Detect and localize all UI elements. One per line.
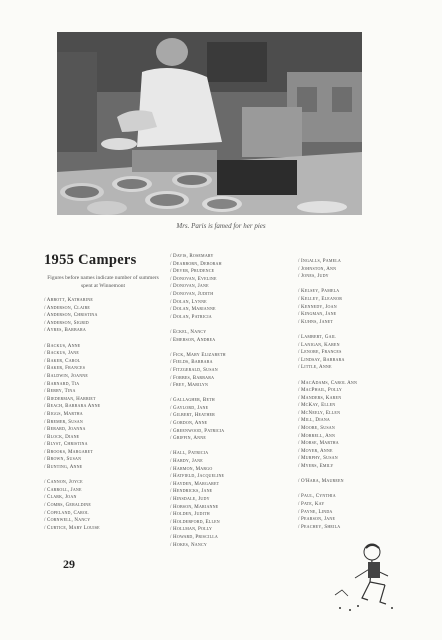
camper-name: / Anderson, Christina <box>44 313 98 319</box>
child-drawing <box>330 540 405 620</box>
camper-name: / Anderson, Sigrid <box>44 320 89 326</box>
camper-name: / Hinsdale, Judy <box>170 497 210 502</box>
page-title: 1955 Campers <box>44 252 137 268</box>
group-gap <box>170 390 226 398</box>
camper-column-1 <box>44 297 100 532</box>
camper-name: / Bremer, Susan <box>44 419 83 425</box>
camper-name: / Dolan, Marianne <box>170 307 216 313</box>
camper-name: / Fields, Barbara <box>170 360 213 366</box>
camper-name: / Murphy, Susan <box>298 456 338 462</box>
camper-name: / Jones, Judy <box>298 274 329 280</box>
camper-name: / Kennedy, Joan <box>298 304 337 310</box>
group-gap <box>298 486 357 494</box>
camper-name: / Johnston, Ann <box>298 266 337 272</box>
camper-name: / Myers, Emily <box>298 464 334 470</box>
camper-name: / Moore, Susan <box>298 426 335 432</box>
camper-name: / Blyst, Christina <box>44 442 88 448</box>
camper-name: / MacPhail, Polly <box>298 388 342 394</box>
camper-name: / Beach, Barbara Anne <box>44 404 101 410</box>
camper-name: / Forbes, Barbara <box>170 375 215 381</box>
camper-name: / Hokes, Nancy <box>170 542 207 548</box>
camper-name: / Backus, Jane <box>44 351 79 357</box>
camper-column-2 <box>170 253 226 549</box>
photo-caption: Mrs. Paris is famed for her pies <box>176 222 266 230</box>
camper-name: / Gordon, Anne <box>170 421 208 427</box>
camper-name: / Morrell, Ann <box>298 433 336 439</box>
camper-name: / Dolan, Patricia <box>170 314 212 320</box>
camper-name: / Kelsey, Pamela <box>298 289 340 295</box>
camper-name: / Biederman, Harriet <box>44 396 96 402</box>
camper-name: / Berry, Tina <box>44 389 76 395</box>
camper-name: / Hayden, Margaret <box>170 481 220 487</box>
camper-name: / Peachey, Sheila <box>298 524 341 530</box>
camper-name: / Brown, Susan <box>44 457 82 463</box>
camper-name: / Ayres, Barbara <box>44 328 86 334</box>
camper-name: / Baker, Frances <box>44 366 86 372</box>
camper-column-3 <box>298 258 357 531</box>
camper-name: / Hatfield, Jacqueline <box>170 474 225 480</box>
camper-name: / Hall, Patricia <box>170 451 209 457</box>
camper-name: / Holderford, Ellen <box>170 519 220 525</box>
camper-name: / Paul, Cynthia <box>298 494 336 500</box>
camper-name: / Hollman, Polly <box>170 527 213 533</box>
camper-name: / Gilbert, Heather <box>170 413 216 419</box>
camper-name: / McKay, Ellen <box>298 403 336 409</box>
camper-name: / Curtice, Mary Louise <box>44 525 100 531</box>
camper-name: / Lambert, Gail <box>298 334 336 340</box>
camper-name: / Davis, Rosemary <box>170 254 214 259</box>
group-gap <box>44 472 100 480</box>
camper-name: / Brooks, Margaret <box>44 449 93 455</box>
camper-name: / Frey, Marilyn <box>170 383 209 389</box>
group-gap <box>44 335 100 343</box>
group-gap <box>170 443 226 451</box>
camper-name: / O'Hara, Maureen <box>298 479 344 485</box>
camper-name: / Moyer, Anne <box>298 448 333 454</box>
camper-name: / Dolan, Lynne <box>170 299 207 305</box>
page-number: 29 <box>63 557 75 571</box>
camper-name: / Kelley, Eleanor <box>298 296 343 302</box>
camper-name: / Hobson, Marianne <box>170 504 219 510</box>
camper-name: / Biggs, Martha <box>44 411 83 417</box>
group-gap <box>298 471 357 479</box>
camper-name: / Anderson, Claire <box>44 305 91 311</box>
camper-name: / McNeely, Ellen <box>298 410 341 416</box>
camper-name: / Little, Anne <box>298 365 332 371</box>
camper-name: / Donovan, Eveline <box>170 276 217 282</box>
camper-name: / Lenore, Frances <box>298 350 342 356</box>
camper-name: / Clark, Joan <box>44 495 77 501</box>
camper-name: / Howard, Priscilla <box>170 534 218 540</box>
camper-name: / Kingman, Jane <box>298 312 337 318</box>
camper-name: / Gallagher, Beth <box>170 398 215 404</box>
camper-name: / Pearson, Jane <box>298 517 336 523</box>
camper-name: / Holden, Judith <box>170 512 210 518</box>
camper-name: / Harmon, Margo <box>170 466 213 472</box>
camper-name: / Manders, Karen <box>298 395 342 401</box>
camper-name: / Hendricks, Jane <box>170 489 213 495</box>
camper-name: / Mill, Diana <box>298 418 331 424</box>
camper-name: / Payne, Linda <box>298 509 333 515</box>
camper-name: / Copeland, Carol <box>44 510 89 516</box>
camper-name: / Cannon, Joyce <box>44 480 83 486</box>
camper-name: / Greenwood, Patricia <box>170 428 225 434</box>
camper-name: / Combs, Geraldine <box>44 503 92 509</box>
camper-name: / Baldwin, Joanne <box>44 373 89 379</box>
camper-name: / Gaylord, Jane <box>170 405 209 411</box>
camper-name: / Donovan, Judith <box>170 291 214 297</box>
camper-name: / Hardy, Jane <box>170 459 203 465</box>
camper-name: / Abbott, Katharine <box>44 298 93 303</box>
camper-name: / Berard, Joanna <box>44 427 86 433</box>
camper-name: / Cornwell, Nancy <box>44 518 91 524</box>
camper-name: / Dever, Prudence <box>170 269 215 275</box>
camper-name: / Fick, Mary Elizabeth <box>170 352 226 358</box>
camper-name: / Baker, Carol <box>44 358 81 364</box>
group-gap <box>298 326 357 334</box>
camper-name: / Pate, Kay <box>298 502 325 507</box>
camper-name: / Kuhns, Janet <box>298 319 334 325</box>
camper-name: / Griffin, Anne <box>170 436 206 442</box>
camper-name: / Carroll, Jane <box>44 487 82 493</box>
camper-name: / Ingalls, Pamela <box>298 259 341 264</box>
camper-name: / Donovan, Jane <box>170 284 209 290</box>
camper-name: / Block, Diane <box>44 434 80 440</box>
kitchen-photo <box>57 32 362 215</box>
camper-name: / Bunting, Anne <box>44 465 83 471</box>
page-subtitle: Figures before names indicate number of summers spent at Winnemont <box>47 275 159 289</box>
camper-name: / Emerson, Andrea <box>170 337 216 343</box>
camper-name: / Barnard, Tia <box>44 381 80 387</box>
camper-name: / Morse, Martha <box>298 441 339 447</box>
camper-name: / Backus, Anne <box>44 343 81 349</box>
camper-name: / MacAdams, Carol Ann <box>298 380 358 386</box>
camper-name: / Lanigan, Karen <box>298 342 340 348</box>
camper-name: / Fitzgerald, Susan <box>170 367 218 373</box>
group-gap <box>170 321 226 329</box>
camper-name: / Lindsay, Barbara <box>298 357 345 363</box>
group-gap <box>298 372 357 380</box>
camper-name: / Dearborn, Deborah <box>170 261 222 267</box>
camper-name: / Eckel, Nancy <box>170 329 207 335</box>
group-gap <box>170 344 226 352</box>
group-gap <box>298 281 357 289</box>
